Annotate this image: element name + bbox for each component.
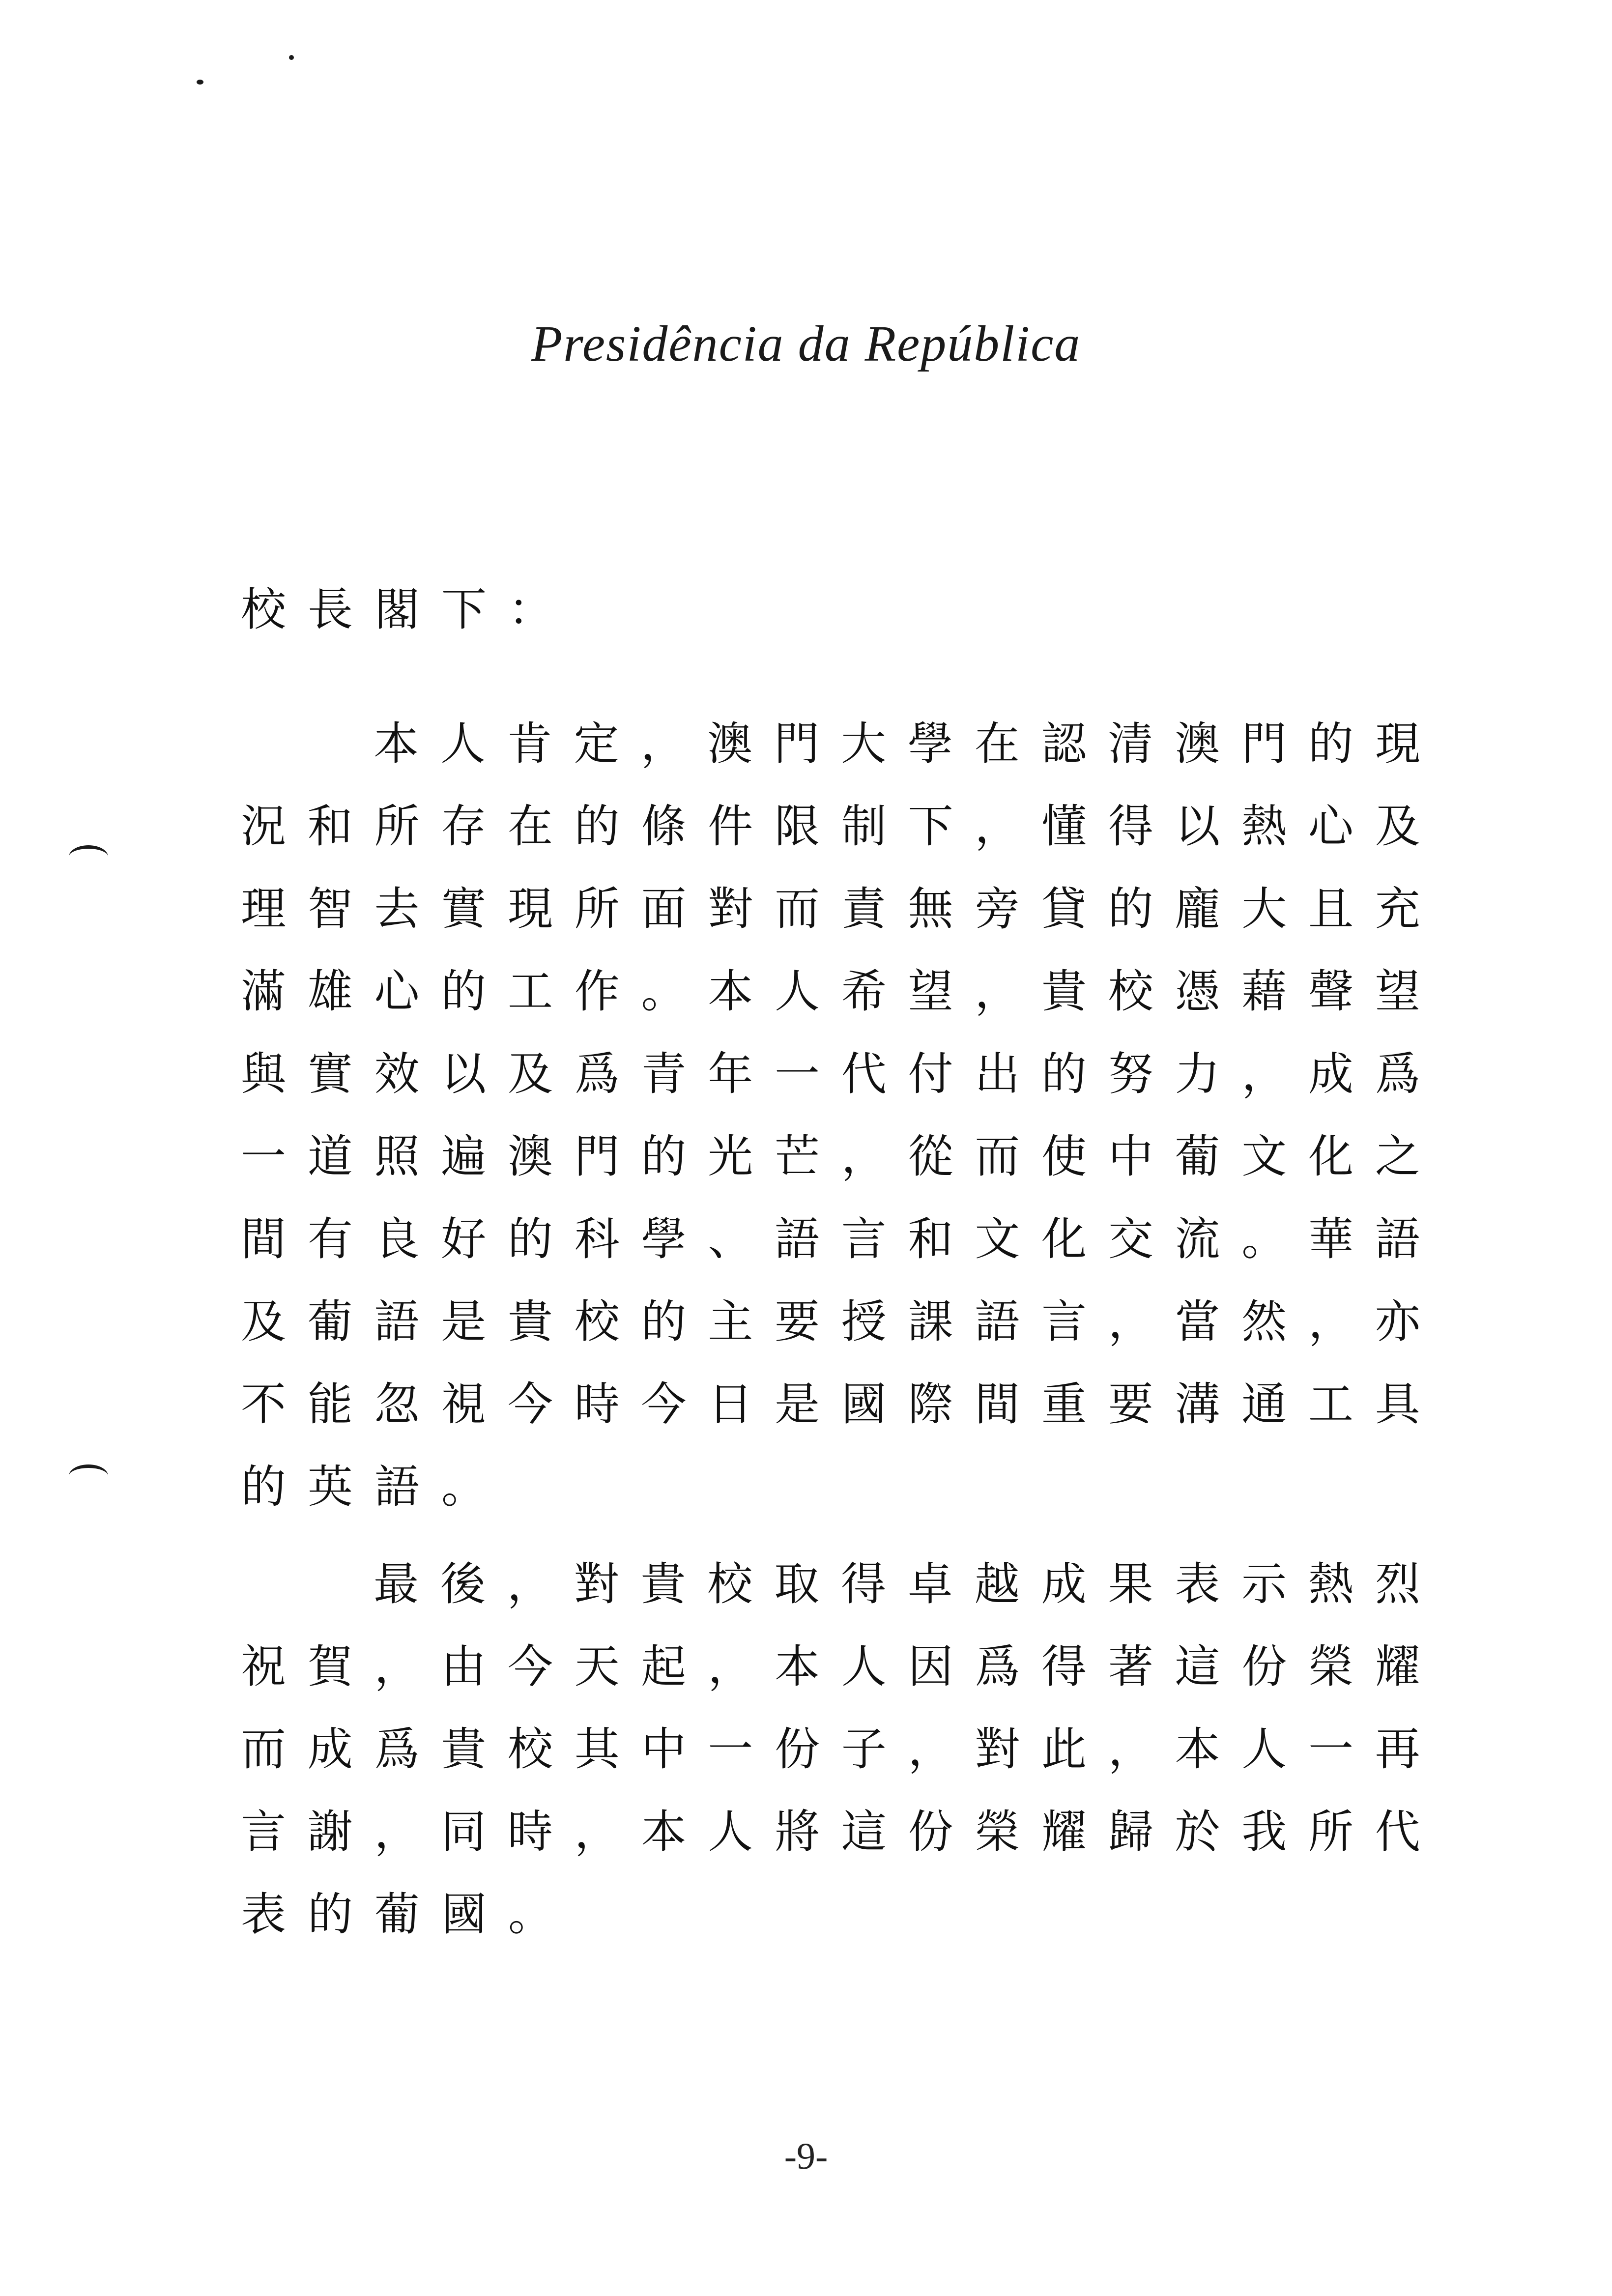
scan-mark: [69, 845, 108, 868]
paragraph-line: 間 有 良 好 的 科 學 、 語 言 和 文 化 交 流 。 華 語: [241, 1213, 1420, 1265]
paragraph-line: 表的葡國。: [241, 1888, 576, 1941]
paragraph-line: 而 成 爲 貴 校 其 中 一 份 子 ， 對 此 ， 本 人 一 再: [241, 1723, 1420, 1776]
paragraph-line: 不 能 忽 視 今 時 今 日 是 國 際 間 重 要 溝 通 工 具: [241, 1378, 1420, 1431]
page-number: -9-: [784, 2136, 828, 2177]
paragraph-1: [241, 703, 1420, 1528]
paragraph-line: 及 葡 語 是 貴 校 的 主 要 授 課 語 言 ， 當 然 ， 亦: [241, 1295, 1420, 1348]
paragraph-line: 一 道 照 遍 澳 門 的 光 芒 ， 從 而 使 中 葡 文 化 之: [241, 1130, 1420, 1183]
paragraph-2: [241, 1543, 1420, 1956]
scan-mark: [69, 1464, 108, 1488]
scan-speck: [197, 80, 203, 85]
salutation: 校長閣下：: [241, 583, 576, 636]
paragraph-line: 滿 雄 心 的 工 作 。 本 人 希 望 ， 貴 校 憑 藉 聲 望: [241, 965, 1420, 1018]
paragraph-line: 況 和 所 存 在 的 條 件 限 制 下 ， 懂 得 以 熱 心 及: [241, 800, 1420, 853]
paragraph-line: 言 謝 ， 同 時 ， 本 人 將 這 份 榮 耀 歸 於 我 所 代: [241, 1806, 1420, 1858]
paragraph-line: 祝 賀 ， 由 今 天 起 ， 本 人 因 爲 得 著 這 份 榮 耀: [241, 1640, 1420, 1693]
letterhead-title: Presidência da República: [531, 316, 1081, 372]
paragraph-line: 與 實 效 以 及 爲 青 年 一 代 付 出 的 努 力 ， 成 爲: [241, 1048, 1420, 1100]
paragraph-line: 理 智 去 實 現 所 面 對 而 責 無 旁 貸 的 龐 大 且 充: [241, 883, 1420, 935]
paragraph-line: 最 後 ， 對 貴 校 取 得 卓 越 成 果 表 示 熱 烈: [374, 1558, 1420, 1610]
paragraph-line: 的英語。: [241, 1461, 509, 1513]
paragraph-line: 本 人 肯 定 ， 澳 門 大 學 在 認 清 澳 門 的 現: [374, 718, 1420, 770]
scan-speck: [289, 55, 294, 60]
